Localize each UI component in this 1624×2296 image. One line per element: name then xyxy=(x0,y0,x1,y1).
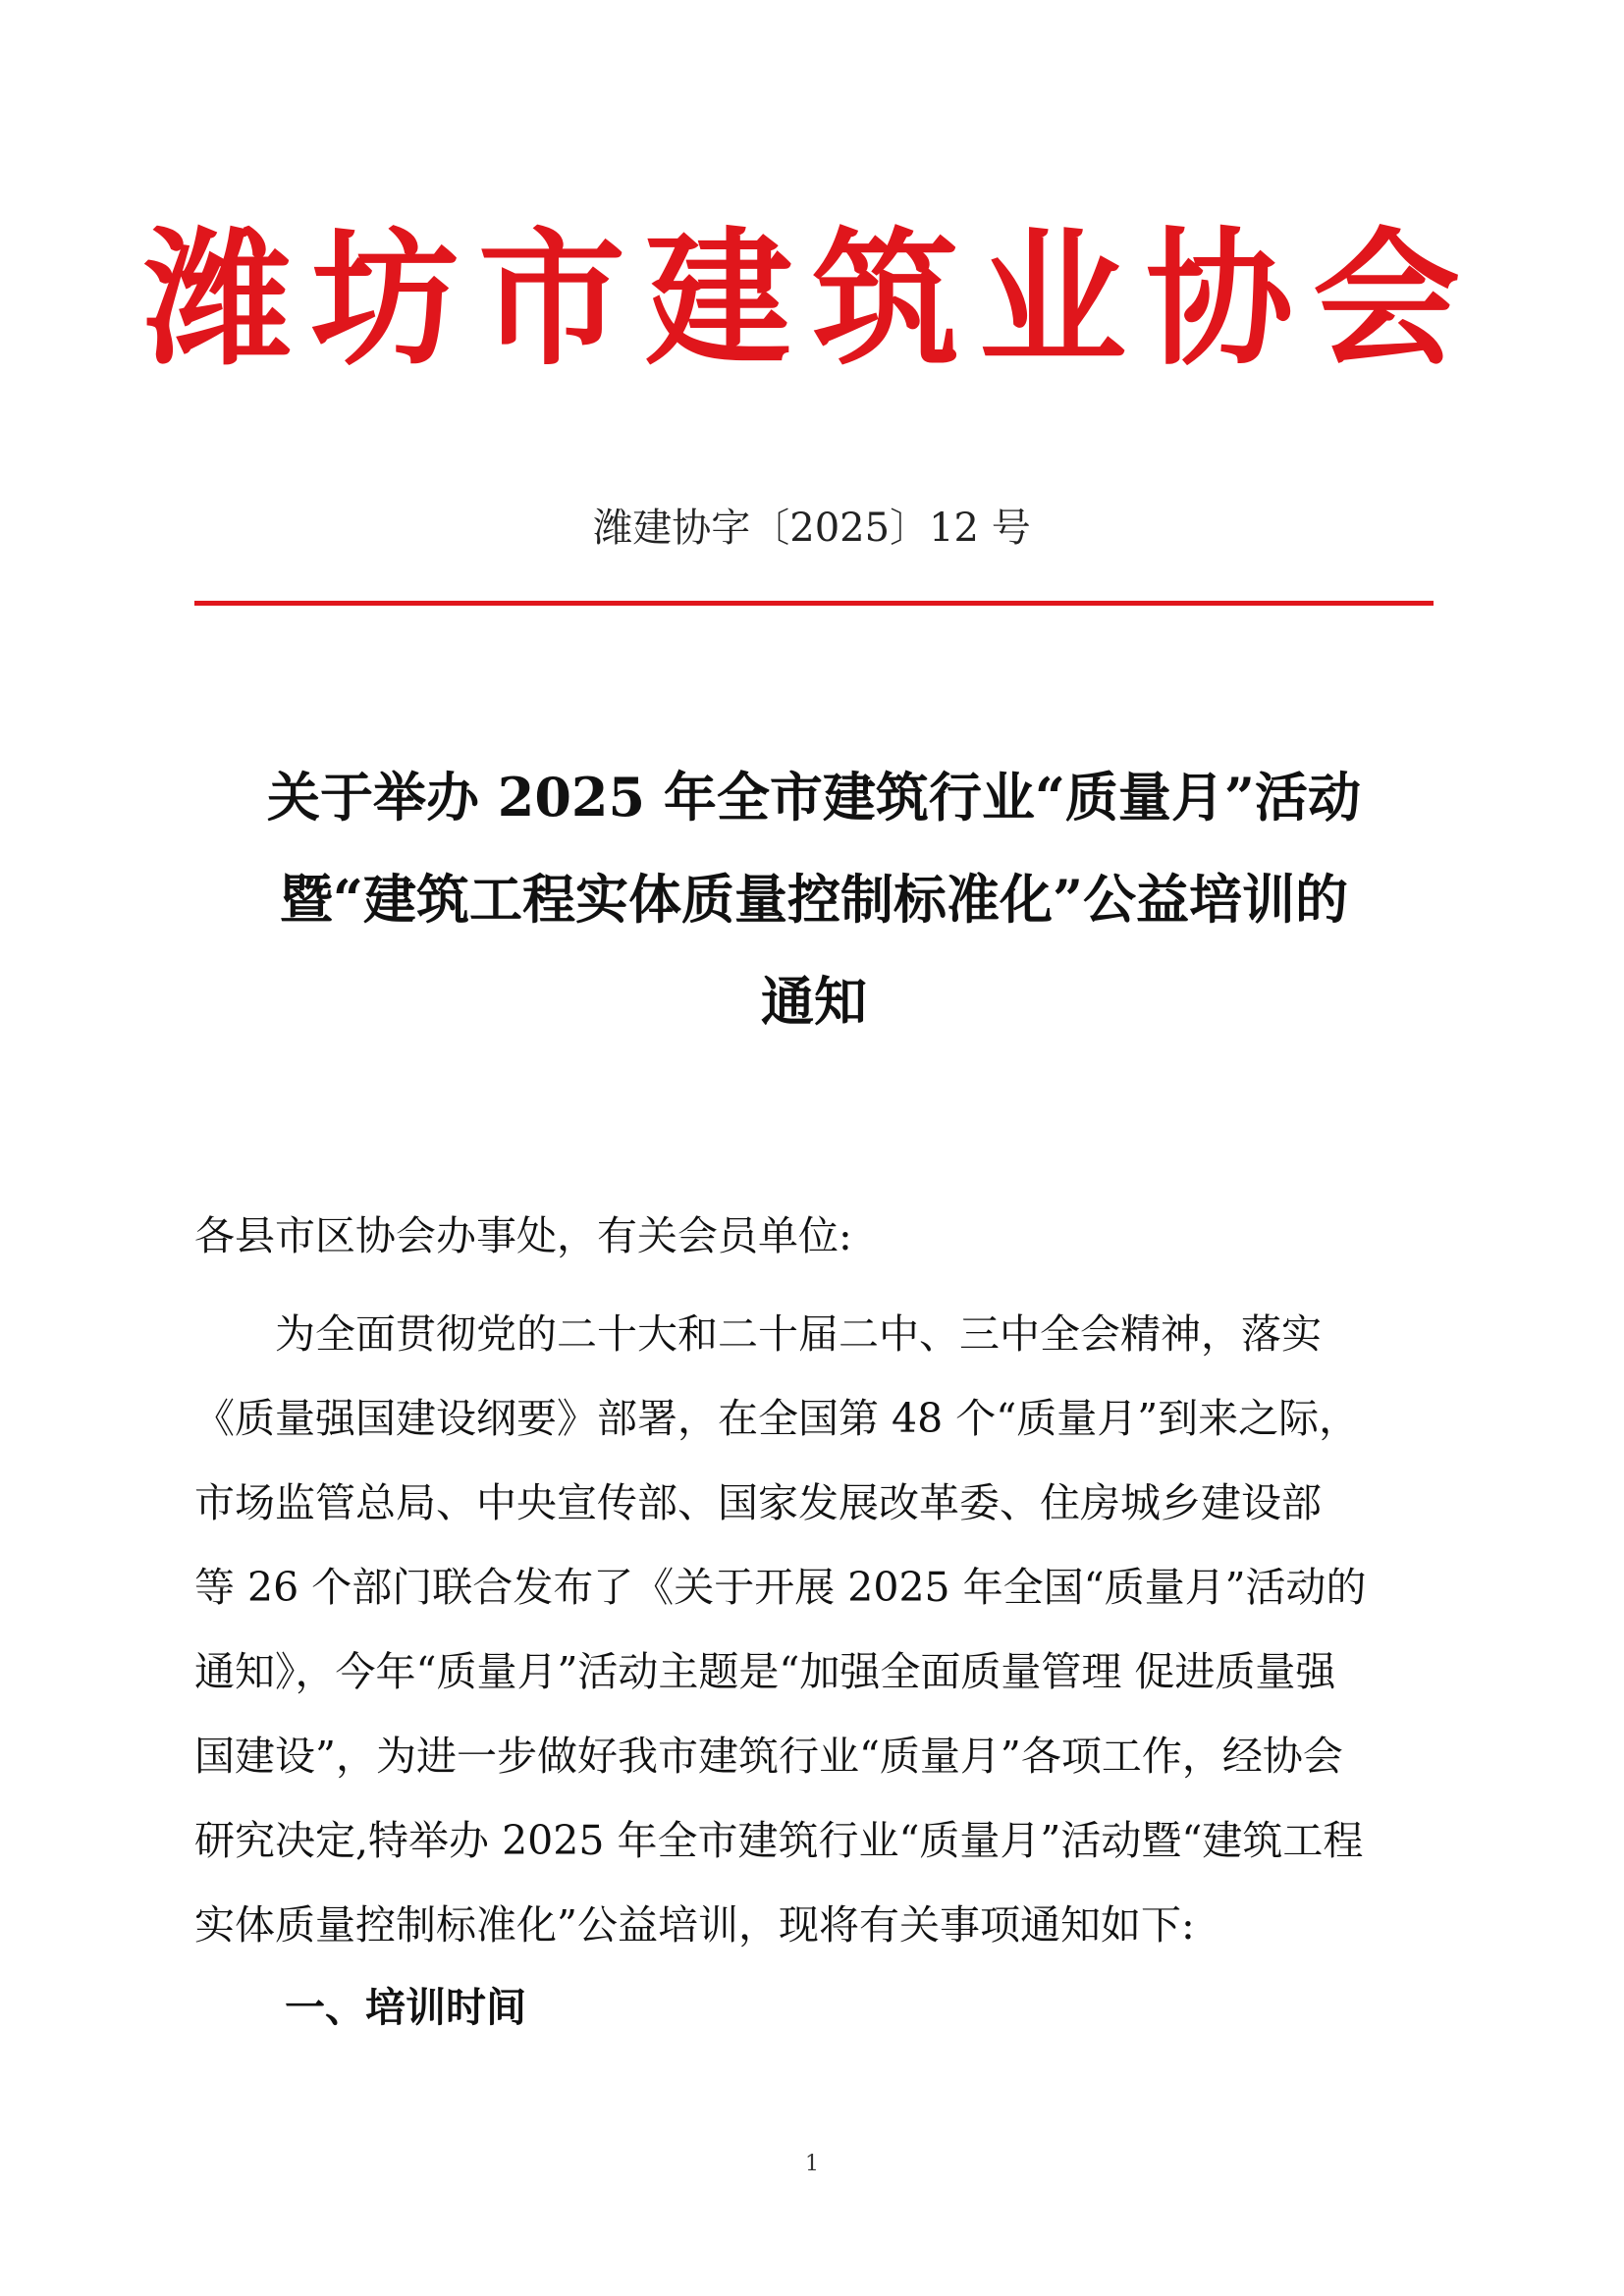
notice-title-line: 通知 xyxy=(761,970,867,1033)
page-number: 1 xyxy=(805,2152,819,2176)
body-line: 等 26 个部门联合发布了《关于开展 2025 年全国“质量月”活动的 xyxy=(194,1564,1367,1611)
notice-title-line: 关于举办 2025 年全市建筑行业“质量月”活动 xyxy=(266,766,1361,828)
body-line: 《质量强国建设纲要》部署，在全国第 48 个“质量月”到来之际， xyxy=(194,1395,1360,1442)
body-line: 实体质量控制标准化”公益培训，现将有关事项通知如下: xyxy=(194,1901,1195,1949)
body-line: 为全面贯彻党的二十大和二十届二中、三中全会精神，落实 xyxy=(194,1310,1322,1358)
notice-title xyxy=(194,746,1434,1052)
document-number: 潍建协字〔2025〕12 号 xyxy=(593,506,1031,551)
body-line: 市场监管总局、中央宣传部、国家发展改革委、住房城乡建设部 xyxy=(194,1479,1322,1526)
body-line: 国建设”，为进一步做好我市建筑行业“质量月”各项工作，经协会 xyxy=(194,1733,1343,1780)
body-line: 通知》，今年“质量月”活动主题是“加强全面质量管理 促进质量强 xyxy=(194,1648,1336,1695)
body-paragraph xyxy=(194,1292,1434,1967)
organization-title: 潍坊市建筑业协会 xyxy=(143,213,1480,386)
section-heading: 一、培训时间 xyxy=(285,1984,526,2031)
salutation: 各县市区协会办事处，有关会员单位: xyxy=(194,1212,852,1259)
body-line: 研究决定,特举办 2025 年全市建筑行业“质量月”活动暨“建筑工程 xyxy=(194,1817,1364,1864)
notice-title-line: 暨“建筑工程实体质量控制标准化”公益培训的 xyxy=(279,868,1349,931)
red-divider-line xyxy=(194,601,1434,606)
